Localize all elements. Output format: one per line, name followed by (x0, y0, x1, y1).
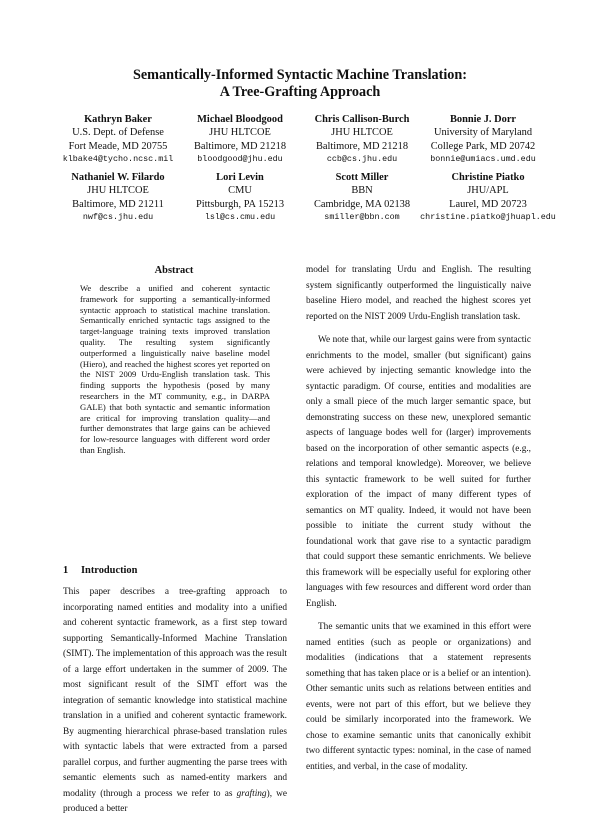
author-address: College Park, MD 20742 (430, 140, 536, 152)
abstract-text: We describe a unified and coherent syntactic framework for supporting a semantically-informed syntactic approach to statistical machine translation. Semantically enriched syntactic tags assigned to the target-language training texts improved translation quality. The resulting system significantly outperformed a linguistically naive baseline model (Hiero), and reached the highest scores yet reported on the NIST 2009 Urdu-English translation task. This finding supports the hypothesis (posed by many researchers in the MT community, e.g., in DARPA GALE) that both syntactic and semantic information are critical for improving translation quality—and further demonstrates that large gains can be achieved for low-resource languages with different word order than English. (80, 283, 270, 455)
author-block (58, 113, 178, 166)
intro-paragraph (63, 585, 287, 818)
author-email: nwf@cs.jhu.edu (82, 211, 154, 222)
title-line-2: A Tree-Grafting Approach (219, 84, 381, 100)
section-number: 1 (63, 565, 69, 576)
author-block (180, 113, 300, 166)
author-address: Baltimore, MD 21211 (72, 198, 164, 210)
author-affiliation: JHU HLTCOE (209, 127, 271, 139)
author-name: Scott Miller (335, 172, 389, 183)
author-email: lsl@cs.cmu.edu (204, 211, 276, 222)
author-name: Lori Levin (216, 172, 264, 183)
author-block (420, 113, 546, 166)
author-block (420, 171, 556, 224)
author-name: Bonnie J. Dorr (449, 114, 517, 125)
author-address: Fort Meade, MD 20755 (68, 140, 168, 152)
author-affiliation: CMU (228, 185, 252, 197)
author-affiliation: JHU/APL (467, 185, 509, 197)
author-email: christine.piatko@jhuapl.edu (420, 211, 556, 222)
author-address: Pittsburgh, PA 15213 (195, 198, 285, 210)
title-line-1: Semantically-Informed Syntactic Machine Translation: (132, 67, 468, 83)
author-email: ccb@cs.jhu.edu (326, 153, 398, 164)
author-affiliation: JHU HLTCOE (87, 185, 149, 197)
author-affiliation: U.S. Dept. of Defense (72, 127, 164, 139)
intro-emphasis: grafting (236, 788, 267, 799)
author-affiliation: JHU HLTCOE (331, 127, 393, 139)
author-email: bonnie@umiacs.umd.edu (430, 153, 536, 164)
left-column-body (63, 585, 287, 818)
right-column-body (306, 263, 531, 775)
abstract-heading: Abstract (154, 265, 194, 276)
author-affiliation: BBN (351, 185, 373, 197)
section-title: Introduction (81, 565, 138, 576)
author-name: Michael Bloodgood (197, 114, 283, 125)
paragraph: The semantic units that we examined in this effort were named entities (such as people or organizations) and modalities (indications that a statement represents something that has taken place or is a belief or an intention). Other semantic units such as relations between entities and events, were not part of this effort, but we believe they could be similarly incorporated into the framework. We chose to examine semantic units that canonically exhibit two different syntactic types: nominal, in the case of named entities, and verbal, in the case of modality. (306, 622, 531, 772)
author-block (58, 171, 178, 224)
paragraph: We note that, while our largest gains were from syntactic enrichments to the model, smaller (but significant) gains were achieved by injecting semantic knowledge into the syntactic paradigm. Of course, entities and modalities are only a small piece of the much larger semantic space, but demonstrating success on these new, unexplored semantic aspects of language bodes well for (larger) improvements based on the incorporation of other semantic aspects (e.g., relations and temporal knowledge). Moreover, we believe this syntactic framework to be well suited for further exploration of the impact of many different types of semantics on MT quality. Indeed, it would not have been possible to initiate the current study without the foundational work that gave rise to a syntactic paradigm that could support these semantic enrichments. We believe this framework will be especially useful for exploring other languages with few resources and different word order than English. (306, 335, 531, 609)
author-address: Baltimore, MD 21218 (193, 140, 287, 152)
author-name: Kathryn Baker (84, 114, 152, 125)
author-block (180, 171, 300, 224)
paragraph: model for translating Urdu and English. The resulting system significantly outperformed the linguistically naive baseline Hiero model, and reached the highest scores yet reported on the NIST 2009 Urdu-English translation task. (306, 265, 531, 322)
author-email: klbake4@tycho.ncsc.mil (62, 153, 174, 164)
author-address: Laurel, MD 20723 (449, 198, 527, 210)
author-address: Cambridge, MA 02138 (313, 198, 411, 210)
author-block (302, 113, 422, 166)
intro-text-part: This paper describes a tree-grafting approach to incorporating named entities and modality into a unified and coherent syntactic framework, as a first step toward supporting Semantically-Informed Machine Translation (SIMT). The implementation of this approach was the result of a large effort undertaken in the summer of 2009. The most significant result of the SIMT effort was the integration of semantic knowledge into statistical machine translation in a unified and coherent syntactic framework. By augmenting hierarchical phrase-based translation rules with syntactic labels that were extracted from a parsed parallel corpus, and further augmenting the parse trees with semantic elements such as named-entity markers and modality (through a process we refer to as (63, 587, 287, 799)
author-affiliation: University of Maryland (433, 127, 533, 139)
author-address: Baltimore, MD 21218 (315, 140, 409, 152)
intro-text-part: ), we produced a better (63, 788, 288, 814)
author-name: Chris Callison-Burch (314, 114, 410, 125)
author-name: Christine Piatko (451, 172, 525, 183)
author-email: smiller@bbn.com (324, 211, 400, 222)
author-block (302, 171, 422, 224)
author-name: Nathaniel W. Filardo (71, 172, 165, 183)
author-email: bloodgood@jhu.edu (197, 153, 283, 164)
paper-title (0, 67, 600, 101)
section-heading (63, 565, 137, 576)
